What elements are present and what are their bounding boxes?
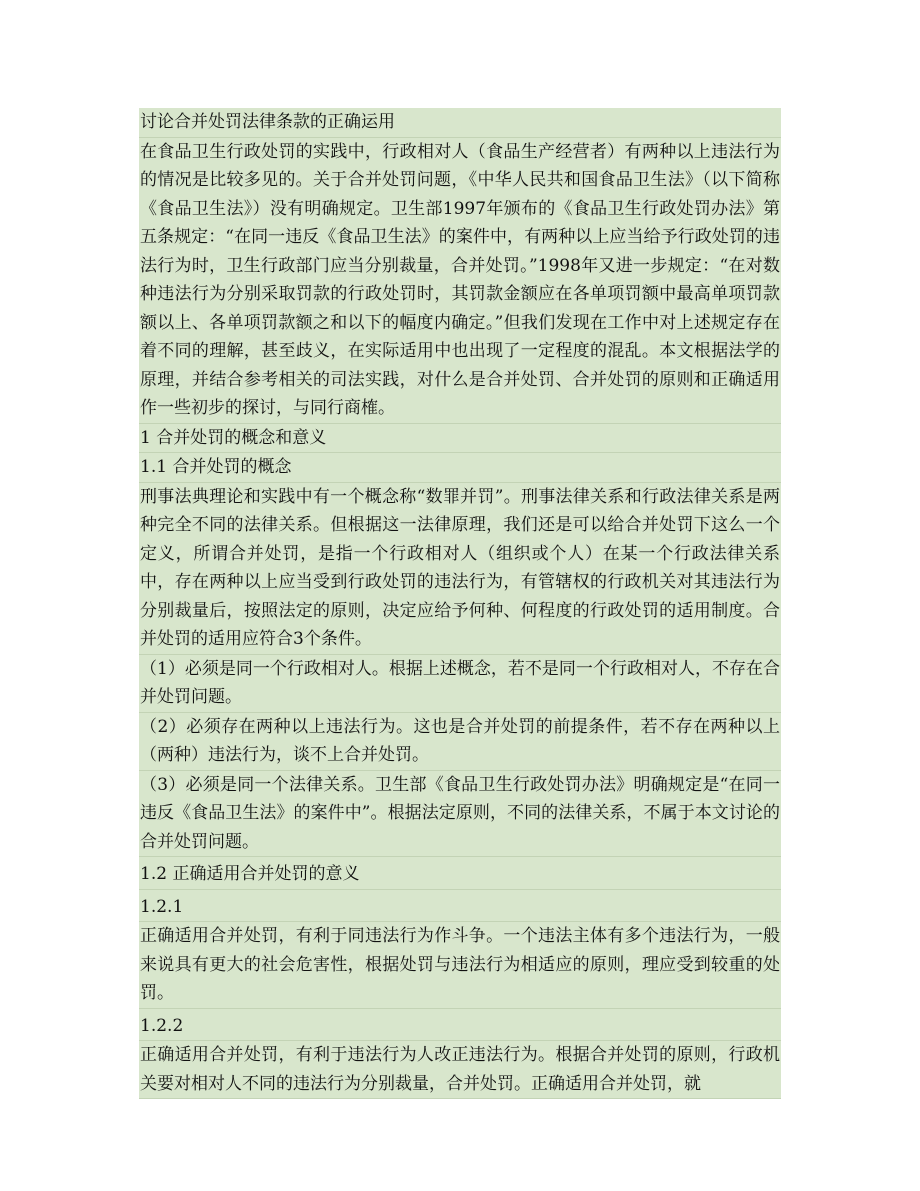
- section-heading-1-1: 1.1 合并处罚的概念: [140, 457, 292, 477]
- row-condition-1: [139, 655, 781, 713]
- paragraph-meaning-1: 正确适用合并处罚，有利于同违法行为作斗争。一个违法主体有多个违法行为，一般来说具有更大的社会危害性，根据处罚与违法行为相适应的原则，理应受到较重的处罚。: [140, 926, 780, 1003]
- row-heading-1-1: [139, 453, 781, 483]
- doc-title: 讨论合并处罚法律条款的正确运用: [140, 112, 395, 132]
- row-condition-3: [139, 771, 781, 858]
- paragraph-condition-1: （1）必须是同一个行政相对人。根据上述概念，若不是同一个行政相对人，不存在合并处罚问题。: [140, 658, 780, 707]
- row-meaning-1: [139, 922, 781, 1009]
- row-heading-1-2-1: [139, 890, 781, 923]
- section-heading-1: 1 合并处罚的概念和意义: [140, 427, 327, 448]
- row-condition-2: [139, 713, 781, 771]
- row-heading-1-2: [139, 857, 781, 890]
- paragraph-meaning-2: 正确适用合并处罚，有利于违法行为人改正违法行为。根据合并处罚的原则，行政机关要对相对人不同的违法行为分别裁量，合并处罚。正确适用合并处罚，就: [140, 1045, 780, 1094]
- section-heading-1-2-1: 1.2.1: [140, 896, 184, 917]
- row-meaning-2: [139, 1041, 781, 1099]
- paragraph-condition-3: （3）必须是同一个法律关系。卫生部《食品卫生行政处罚办法》明确规定是“在同一违反《食品卫生法》的案件中”。根据法定原则，不同的法律关系，不属于本文讨论的合并处罚问题。: [140, 774, 780, 852]
- section-heading-1-2: 1.2 正确适用合并处罚的意义: [140, 864, 360, 884]
- paragraph-concept: 刑事法典理论和实践中有一个概念称“数罪并罚”。刑事法律关系和行政法律关系是两种完全不同的法律关系。但根据这一法律原理，我们还是可以给合并处罚下这么一个定义，所谓合并处罚，是指一个行政相对人（组织或个人）在某一个行政法律关系中，存在两种以上应当受到行政处罚的违法行为，有管辖权的行政机关对其违法行为分别裁量后，按照法定的原则，决定应给予何种、何程度的行政处罚的适用制度。合并处罚的适用应符合3个条件。: [140, 486, 780, 649]
- row-intro: [139, 138, 781, 424]
- paragraph-intro: 在食品卫生行政处罚的实践中，行政相对人（食品生产经营者）有两种以上违法行为的情况是比较多见的。关于合并处罚问题，《中华人民共和国食品卫生法》（以下简称《食品卫生法》）没有明确规定。卫生部1997年颁布的《食品卫生行政处罚办法》第五条规定：“在同一违反《食品卫生法》的案件中，有两种以上应当给予行政处罚的违法行为时，卫生行政部门应当分别裁量，合并处罚。”1998年又进一步规定：“在对数种违法行为分别采取罚款的行政处罚时，其罚款金额应在各单项罚额中最高单项罚款额以上、各单项罚款额之和以下的幅度内确定。”但我们发现在工作中对上述规定存在着不同的理解，甚至歧义，在实际适用中也出现了一定程度的混乱。本文根据法学的原理，并结合参考相关的司法实践，对什么是合并处罚、合并处罚的原则和正确适用作一些初步的探讨，与同行商榷。: [140, 141, 780, 418]
- row-concept: [139, 483, 781, 655]
- row-title: [139, 108, 781, 138]
- paragraph-condition-2: （2）必须存在两种以上违法行为。这也是合并处罚的前提条件，若不存在两种以上（两种）违法行为，谈不上合并处罚。: [140, 716, 780, 765]
- document-body: [139, 108, 781, 1099]
- row-heading-1-2-2: [139, 1009, 781, 1042]
- section-heading-1-2-2: 1.2.2: [140, 1015, 184, 1036]
- row-heading-1: [139, 424, 781, 454]
